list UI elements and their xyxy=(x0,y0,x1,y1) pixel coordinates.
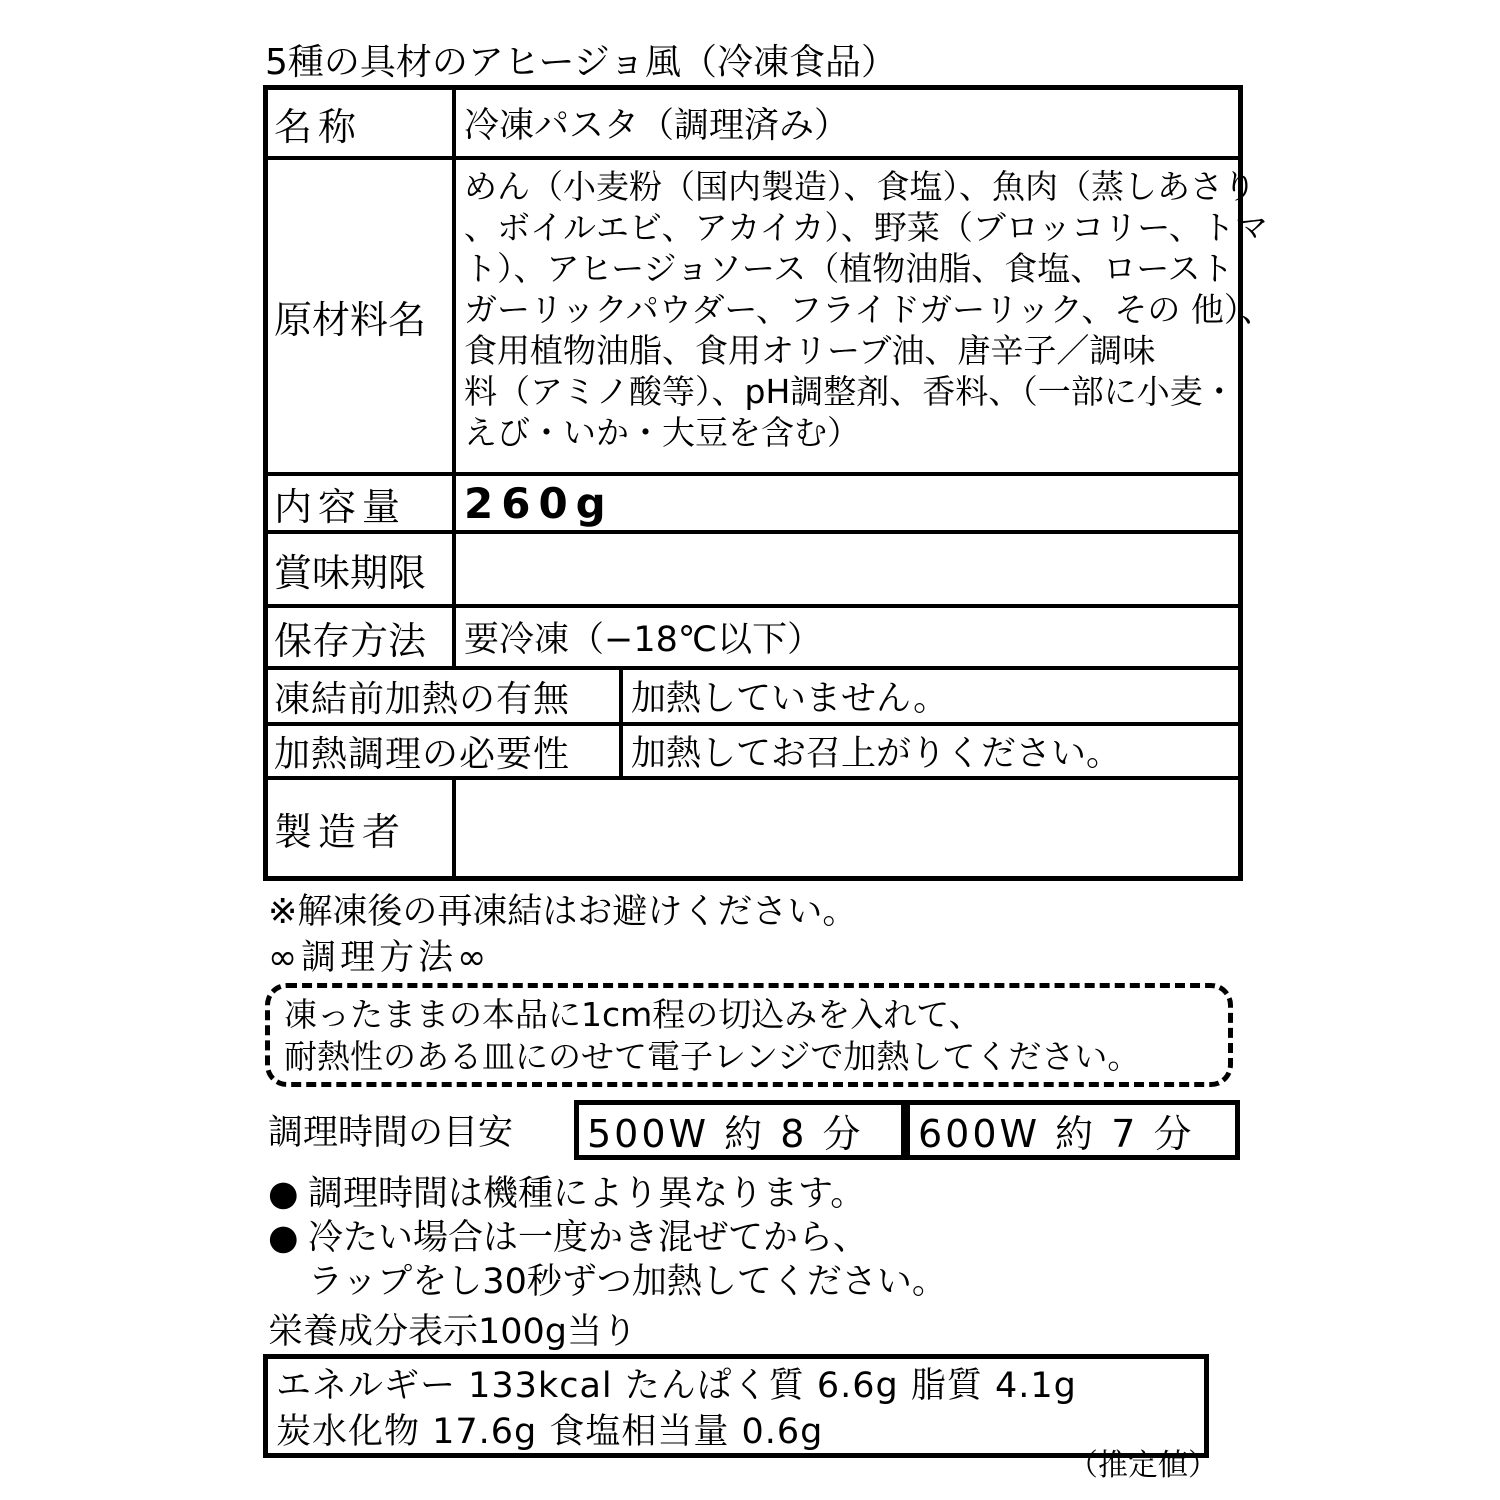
spec-row-name xyxy=(268,90,1238,156)
note-item xyxy=(268,1172,947,1216)
ingredients-line: ガーリックパウダー、フライドガーリック、その 他）、 xyxy=(464,290,1274,329)
spec-row-preheat xyxy=(268,666,1238,722)
ingredients-line: ト）、アヒージョソース（植物油脂、食塩、ロースト xyxy=(464,249,1234,288)
ingredients-text xyxy=(464,166,1273,453)
cooking-time-label: 調理時間の目安 xyxy=(268,1113,514,1153)
spec-row-storage xyxy=(268,604,1238,666)
content-value: 260g xyxy=(464,478,614,528)
note-text: 調理時間は機種により異なります。 xyxy=(308,1174,866,1214)
nutrition-line: 炭水化物 17.6g 食塩相当量 0.6g xyxy=(276,1412,824,1452)
bullet-dot-icon: ● xyxy=(268,1218,299,1258)
preheat-value: 加熱していません。 xyxy=(631,679,949,719)
cooking-method-title: ∞調理方法∞ xyxy=(268,938,491,978)
cooking-time-500w: 500W 約 8 分 xyxy=(574,1100,906,1160)
note-text: 冷たい場合は一度かき混ぜてから、 xyxy=(308,1218,869,1258)
cooking-time-row xyxy=(268,1100,1240,1160)
cooking-method-box xyxy=(265,983,1233,1087)
cooking-need-value: 加熱してお召上がりください。 xyxy=(631,734,1122,774)
storage-label: 保存方法 xyxy=(268,608,456,666)
ingredients-line: 食用植物油脂、食用オリーブ油、唐辛子／調味 xyxy=(464,331,1156,370)
refreeze-warning: ※解凍後の再凍結はお避けください。 xyxy=(268,892,858,932)
spec-row-expiry xyxy=(268,530,1238,604)
ingredients-line: めん（小麦粉（国内製造）、食塩）、魚肉（蒸しあさり xyxy=(464,167,1256,206)
spec-row-content xyxy=(268,472,1238,530)
content-label: 内容量 xyxy=(268,476,456,530)
cooking-need-label: 加熱調理の必要性 xyxy=(268,726,623,776)
expiry-label: 賞味期限 xyxy=(268,534,456,604)
cooking-notes xyxy=(268,1172,947,1304)
manufacturer-value xyxy=(456,780,1238,876)
nutrition-estimate-note: （推定値） xyxy=(1068,1448,1218,1483)
preheat-label: 凍結前加熱の有無 xyxy=(268,670,623,722)
cooking-method-line: 耐熱性のある皿にのせて電子レンジで加熱してください。 xyxy=(284,1037,1141,1076)
bullet-dot-icon: ● xyxy=(268,1174,299,1214)
note-item xyxy=(268,1216,947,1260)
ingredients-value xyxy=(456,160,1273,472)
name-value: 冷凍パスタ（調理済み） xyxy=(464,106,850,146)
cooking-method-line: 凍ったままの本品に1cm程の切込みを入れて、 xyxy=(284,995,982,1034)
name-label: 名称 xyxy=(268,90,456,156)
ingredients-line: 、ボイルエビ、アカイカ）、野菜（ブロッコリー、トマ xyxy=(464,208,1268,247)
ingredients-line: えび・いか・大豆を含む） xyxy=(464,413,860,452)
manufacturer-label: 製造者 xyxy=(268,780,456,876)
cooking-time-600w: 600W 約 7 分 xyxy=(906,1100,1240,1160)
nutrition-line: エネルギー 133kcal たんぱく質 6.6g 脂質 4.1g xyxy=(276,1366,1077,1406)
note-text-continued: ラップをし30秒ずつ加熱してください。 xyxy=(308,1262,947,1302)
spec-row-ingredients xyxy=(268,156,1274,472)
spec-row-manufacturer xyxy=(268,776,1238,876)
storage-value: 要冷凍（−18℃以下） xyxy=(464,620,823,660)
expiry-value xyxy=(456,534,1238,604)
ingredients-line: 料（アミノ酸等）、pH調整剤、香料、（一部に小麦・ xyxy=(464,372,1236,411)
product-spec-table xyxy=(263,85,1274,881)
ingredients-label: 原材料名 xyxy=(268,160,456,472)
product-title: 5種の具材のアヒージョ風（冷凍食品） xyxy=(265,42,898,83)
spec-row-cooking-need xyxy=(268,722,1238,776)
nutrition-caption: 栄養成分表示100g当り xyxy=(268,1312,638,1352)
nutrition-box xyxy=(263,1354,1209,1458)
